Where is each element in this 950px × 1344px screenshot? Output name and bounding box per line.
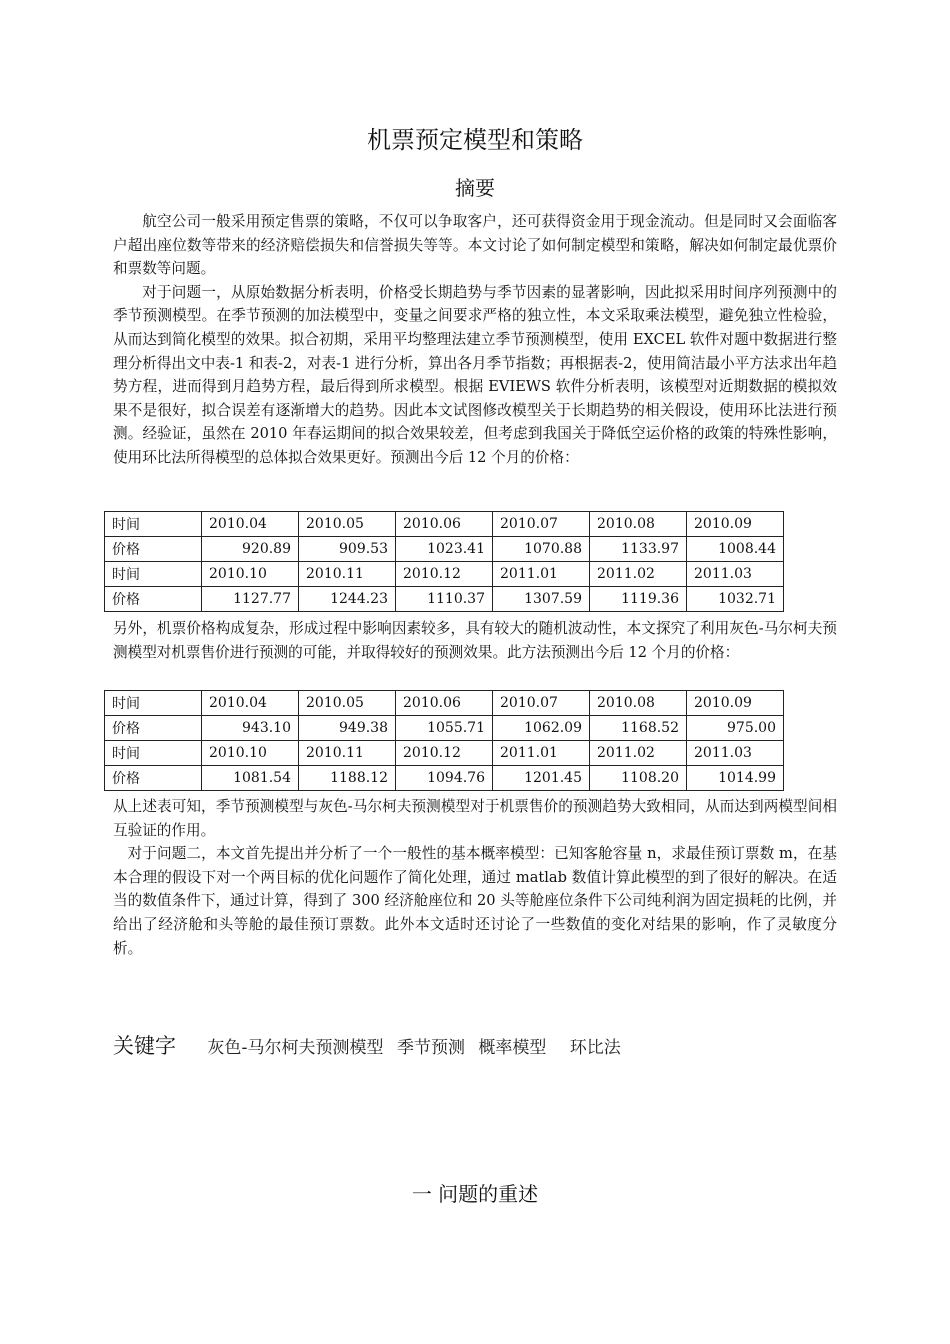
keyword: 灰色-马尔柯夫预测模型 [207, 1038, 384, 1058]
table-cell: 2011.03 [687, 562, 784, 587]
table-cell: 1081.54 [202, 766, 299, 791]
table-cell: 2010.11 [299, 741, 396, 766]
table-cell: 2010.10 [202, 741, 299, 766]
table-cell: 2010.05 [299, 691, 396, 716]
abstract-block-1 [113, 210, 837, 470]
table-cell: 1094.76 [396, 766, 493, 791]
table-cell: 2011.01 [493, 562, 590, 587]
table-cell: 1008.44 [687, 537, 784, 562]
table-cell: 2010.06 [396, 691, 493, 716]
table-cell: 1133.97 [590, 537, 687, 562]
table-cell: 时间 [105, 691, 202, 716]
table-cell: 1188.12 [299, 766, 396, 791]
paper-title: 机票预定模型和策略 [367, 126, 583, 154]
table-cell: 943.10 [202, 716, 299, 741]
abstract-paragraph-1: 航空公司一般采用预定售票的策略，不仅可以争取客户，还可获得资金用于现金流动。但是同时又会面临客户超出座位数等带来的经济赔偿损失和信誉损失等等。本文讨论了如何制定模型和策略，解决如何制定最优票价和票数等问题。 [113, 213, 837, 278]
table-cell: 1032.71 [687, 587, 784, 612]
table-cell: 2010.07 [493, 691, 590, 716]
table-cell: 2010.06 [396, 512, 493, 537]
table-row [105, 716, 784, 741]
table-row [105, 587, 784, 612]
abstract-paragraph-4: 从上述表可知，季节预测模型与灰色-马尔柯夫预测模型对于机票售价的预测趋势大致相同，从而达到两模型间相互验证的作用。 [113, 798, 837, 839]
table-cell: 2010.08 [590, 691, 687, 716]
table-cell: 2010.04 [202, 512, 299, 537]
table-row [105, 766, 784, 791]
abstract-block-2 [113, 617, 837, 664]
table-cell: 1127.77 [202, 587, 299, 612]
table-cell: 1108.20 [590, 766, 687, 791]
table-cell: 1023.41 [396, 537, 493, 562]
table-cell: 1055.71 [396, 716, 493, 741]
table-cell: 2011.03 [687, 741, 784, 766]
table-cell: 1244.23 [299, 587, 396, 612]
table-cell: 949.38 [299, 716, 396, 741]
table-row [105, 691, 784, 716]
keywords-line [113, 1030, 629, 1060]
abstract-paragraph-2: 对于问题一，从原始数据分析表明，价格受长期趋势与季节因素的显著影响，因此拟采用时间序列预测中的季节预测模型。在季节预测的加法模型中，变量之间要求严格的独立性，本文采取乘法模型，避免独立性检验，从而达到简化模型的效果。拟合初期，采用平均整理法建立季节预测模型，使用 EXCEL 软件对题中数据进行整理分析得出文中表-1 和表-2，对表-1 进行分析，算出各月季节指数；再根据表-2，使用简洁最小平方法求出年趋势方程，进而得到月趋势方程，最后得到所求模型。根据 EVIEWS 软件分析表明，该模型对近期数据的模拟效果不是很好，拟合误差有逐渐增大的趋势。因此本文试图修改模型关于长期趋势的相关假设，使用环比法进行预测。经验证，虽然在 2010 年春运期间的拟合效果较差，但考虑到我国关于降低空运价格的政策的特殊性影响，使用环比法所得模型的总体拟合效果更好。预测出今后 12 个月的价格： [113, 283, 837, 466]
table-cell: 时间 [105, 741, 202, 766]
table-cell: 2010.12 [396, 562, 493, 587]
table-cell: 2011.02 [590, 741, 687, 766]
table-cell: 1201.45 [493, 766, 590, 791]
table-cell: 2010.05 [299, 512, 396, 537]
table-row [105, 562, 784, 587]
table-cell: 2010.12 [396, 741, 493, 766]
table-cell: 1110.37 [396, 587, 493, 612]
abstract-block-3 [113, 795, 837, 960]
table-cell: 975.00 [687, 716, 784, 741]
table-cell: 2010.07 [493, 512, 590, 537]
table-cell: 2011.01 [493, 741, 590, 766]
table-cell: 时间 [105, 562, 202, 587]
table-cell: 1168.52 [590, 716, 687, 741]
table-cell: 2010.10 [202, 562, 299, 587]
table-cell: 1119.36 [590, 587, 687, 612]
table-cell: 920.89 [202, 537, 299, 562]
abstract-heading: 摘要 [455, 176, 495, 200]
table-cell: 909.53 [299, 537, 396, 562]
table-cell: 价格 [105, 537, 202, 562]
keywords-label: 关键字 [113, 1034, 176, 1058]
table-cell: 价格 [105, 766, 202, 791]
table-row [105, 741, 784, 766]
table-cell: 价格 [105, 587, 202, 612]
section-heading: 一 问题的重述 [411, 1182, 539, 1206]
keyword: 环比法 [569, 1038, 621, 1058]
table-cell: 1062.09 [493, 716, 590, 741]
table-cell: 2010.08 [590, 512, 687, 537]
table-cell: 2010.04 [202, 691, 299, 716]
table-cell: 1307.59 [493, 587, 590, 612]
forecast-table-grey-markov [104, 690, 784, 791]
table-cell: 1014.99 [687, 766, 784, 791]
table-cell: 时间 [105, 512, 202, 537]
table-cell: 价格 [105, 716, 202, 741]
table-cell: 2010.09 [687, 512, 784, 537]
abstract-paragraph-5: 对于问题二，本文首先提出并分析了一个一般性的基本概率模型：已知客舱容量 n，求最佳预订票数 m，在基本合理的假设下对一个两目标的优化问题作了简化处理，通过 matlab 数值计算此模型的到了很好的解决。在适当的数值条件下，通过计算，得到了 300 经济舱座位和 20 头等舱座位条件下公司纯利润为固定损耗的比例，并给出了经济舱和头等舱的最佳预订票数。此外本文适时还讨论了一些数值的变化对结果的影响，作了灵敏度分析。 [113, 845, 837, 957]
table-row [105, 512, 784, 537]
table-cell: 2010.11 [299, 562, 396, 587]
table-row [105, 537, 784, 562]
keyword: 概率模型 [478, 1038, 547, 1058]
table-cell: 2011.02 [590, 562, 687, 587]
table-cell: 1070.88 [493, 537, 590, 562]
keyword: 季节预测 [396, 1038, 465, 1058]
abstract-paragraph-3: 另外，机票价格构成复杂，形成过程中影响因素较多，具有较大的随机波动性，本文探究了利用灰色-马尔柯夫预测模型对机票售价进行预测的可能，并取得较好的预测效果。此方法预测出今后 12 个月的价格： [113, 620, 837, 661]
table-cell: 2010.09 [687, 691, 784, 716]
forecast-table-ratio-method [104, 511, 784, 612]
